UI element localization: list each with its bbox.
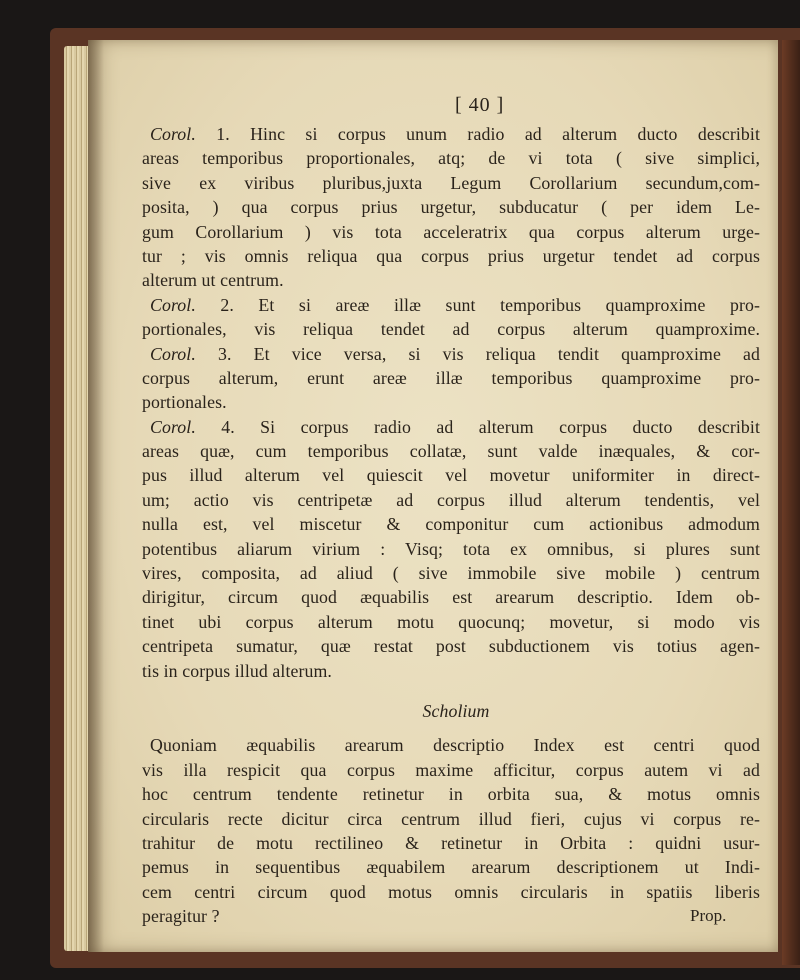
text-line: Corol. 1. Hinc si corpus unum radio ad alterum ducto describit: [150, 124, 760, 144]
main-text: [142, 96, 760, 929]
text-line: posita, ) qua corpus prius urgetur, subducatur ( per idem Le-: [142, 197, 760, 218]
scholium-line: cem centri circum quod motus omnis circularis in spatiis liberis: [142, 881, 760, 902]
scholium-line: trahitur de motu rectilineo & retinetur in Orbita : quidni usur-: [142, 832, 760, 853]
text-line: portionales, vis reliqua tendet ad corpus alterum quamproxime.: [142, 319, 760, 340]
text-line: dirigitur, circum quod æquabilis est arearum descriptio. Idem ob-: [142, 587, 760, 608]
book-cover-edge: [782, 40, 800, 965]
text-line: portionales.: [142, 392, 227, 413]
text-line: Corol. 2. Et si areæ illæ sunt temporibus quamproxime pro-: [150, 294, 760, 315]
scholium-line: pemus in sequentibus æquabilem arearum descriptionem ut Indi-: [142, 857, 760, 878]
text-line: sive ex viribus pluribus,juxta Legum Corollarium secundum,com-: [142, 172, 760, 193]
text-line: corpus alterum, erunt areæ illæ temporibus quamproxime pro-: [142, 367, 760, 388]
scholium-line: Quoniam æquabilis arearum descriptio Index est centri quod: [150, 735, 760, 756]
scholium-line: circularis recte dicitur circa centrum illud fieri, cujus vi corpus re-: [142, 808, 760, 829]
corollary-label: Corol.: [150, 124, 217, 144]
text-line: tinet ubi corpus alterum motu quocunq; movetur, si modo vis: [142, 611, 760, 632]
text-line: um; actio vis centripetæ ad corpus illud alterum tendentis, vel: [142, 489, 760, 510]
page-number: [ 40 ]: [455, 94, 505, 116]
page-gutter-shadow: [88, 40, 104, 952]
text-line: nulla est, vel miscetur & componitur cum actionibus admodum: [142, 514, 760, 535]
text-line: alterum ut centrum.: [142, 270, 284, 291]
corollary-label: Corol.: [150, 294, 221, 315]
text-line: tis in corpus illud alterum.: [142, 660, 332, 681]
scholium-line: hoc centrum tendente retinetur in orbita sua, & motus omnis: [142, 784, 760, 805]
text-line: pus illud alterum vel quiescit vel movetur uniformiter in direct-: [142, 465, 760, 486]
text-line: gum Corollarium ) vis tota acceleratrix qua corpus alterum urge-: [142, 221, 760, 242]
text-line: areas temporibus proportionales, atq; de vi tota ( sive simplici,: [142, 148, 760, 169]
text-line: areas quæ, cum temporibus collatæ, sunt valde inæquales, & cor-: [142, 441, 760, 462]
scholium-heading: Scholium: [422, 700, 490, 721]
text-line: potentibus aliarum virium : Visq; tota ex omnibus, si plures sunt: [142, 538, 760, 559]
scholium-line: peragitur ?: [142, 906, 220, 927]
text-line: Corol. 4. Si corpus radio ad alterum corpus ducto describit: [150, 416, 760, 437]
text-line: Corol. 3. Et vice versa, si vis reliqua tendit quamproxime ad: [150, 343, 761, 364]
corollary-label: Corol.: [150, 416, 222, 437]
text-line: centripeta sumatur, quæ restat post subductionem vis totius agen-: [142, 636, 760, 657]
scholium-line: vis illa respicit qua corpus maxime afficitur, corpus autem vi ad: [142, 759, 760, 780]
catchword: Prop.: [690, 906, 727, 925]
text-line: tur ; vis omnis reliqua qua corpus prius urgetur tendet ad corpus: [142, 245, 760, 266]
corollary-label: Corol.: [150, 343, 218, 364]
text-line: vires, composita, ad aliud ( sive immobile sive mobile ) centrum: [142, 563, 760, 584]
